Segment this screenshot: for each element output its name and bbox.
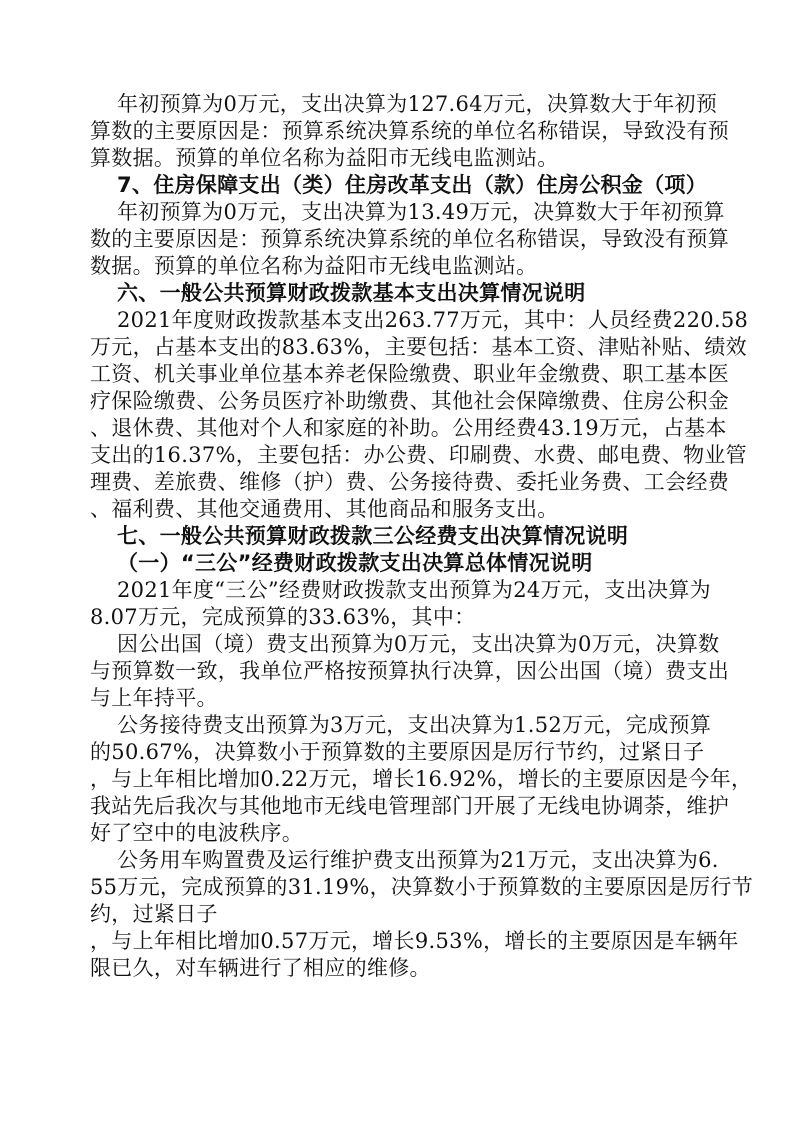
body-text-line: 因公出国（境）费支出预算为0万元，支出决算为0万元，决算数 <box>117 632 720 656</box>
body-text-line: 、福利费、其他交通费用、其他商品和服务支出。 <box>90 497 559 521</box>
body-text-line: 工资、机关事业单位基本养老保险缴费、职业年金缴费、职工基本医 <box>90 362 729 386</box>
body-text-line: 数的主要原因是：预算系统决算系统的单位名称错误，导致没有预算 <box>90 227 729 251</box>
body-text-line: 公务用车购置费及运行维护费支出预算为21万元，支出决算为6. <box>117 848 719 872</box>
body-text-line: 与上年持平。 <box>90 686 218 710</box>
body-text-line: 年初预算为0万元，支出决算为13.49万元，决算数大于年初预算 <box>117 200 725 224</box>
body-text-line: 算数的主要原因是：预算系统决算系统的单位名称错误，导致没有预 <box>90 119 729 143</box>
body-text-line: 与预算数一致，我单位严格按预算执行决算，因公出国（境）费支出 <box>90 659 729 683</box>
body-text-line: 55万元，完成预算的31.19%，决算数小于预算数的主要原因是厉行节 <box>90 875 753 899</box>
body-text-line: ，与上年相比增加0.22万元，增长16.92%，增长的主要原因是今年， <box>90 767 753 791</box>
body-text-line: 支出的16.37%，主要包括：办公费、印刷费、水费、邮电费、物业管 <box>90 443 747 467</box>
body-text-line: 的50.67%，决算数小于预算数的主要原因是厉行节约，过紧日子 <box>90 740 705 764</box>
section-heading: 六、一般公共预算财政拨款基本支出决算情况说明 <box>117 281 586 305</box>
body-text-line: 约，过紧日子 <box>90 902 218 926</box>
section-heading: 七、一般公共预算财政拨款三公经费支出决算情况说明 <box>117 524 629 548</box>
body-text-line: 、退休费、其他对个人和家庭的补助。公用经费43.19万元，占基本 <box>90 416 727 440</box>
body-text-line: 我站先后我次与其他地市无线电管理部门开展了无线电协调荼，维护 <box>90 794 729 818</box>
body-text-line: 数据。预算的单位名称为益阳市无线电监测站。 <box>90 254 538 278</box>
body-text-line: 年初预算为0万元，支出决算为127.64万元，决算数大于年初预 <box>117 92 718 116</box>
section-heading: 7、住房保障支出（类）住房改革支出（款）住房公积金（项） <box>117 173 708 197</box>
body-text-line: 8.07万元，完成预算的33.63%，其中： <box>90 605 476 629</box>
body-text-line: 限已久，对车辆进行了相应的维修。 <box>90 956 431 980</box>
body-text-line: 公务接待费支出预算为3万元，支出决算为1.52万元，完成预算 <box>117 713 712 737</box>
body-text-line: 好了空中的电波秩序。 <box>90 821 303 845</box>
body-text-line: 理费、差旅费、维修（护）费、公务接待费、委托业务费、工会经费 <box>90 470 729 494</box>
document-page <box>90 91 753 982</box>
body-text-line: 2021年度“三公”经费财政拨款支出预算为24万元，支出决算为 <box>117 578 711 602</box>
body-text-line: 万元，占基本支出的83.63%，主要包括：基本工资、津贴补贴、绩效 <box>90 335 747 359</box>
body-text-line: 2021年度财政拨款基本支出263.77万元，其中：人员经费220.58 <box>117 308 749 332</box>
body-text-line: 算数据。预算的单位名称为益阳市无线电监测站。 <box>90 146 559 170</box>
body-text-line: 疗保险缴费、公务员医疗补助缴费、其他社会保障缴费、住房公积金 <box>90 389 729 413</box>
section-heading: （一）“三公”经费财政拨款支出决算总体情况说明 <box>117 551 593 575</box>
body-text-line: ，与上年相比增加0.57万元，增长9.53%，增长的主要原因是车辆年 <box>90 929 739 953</box>
